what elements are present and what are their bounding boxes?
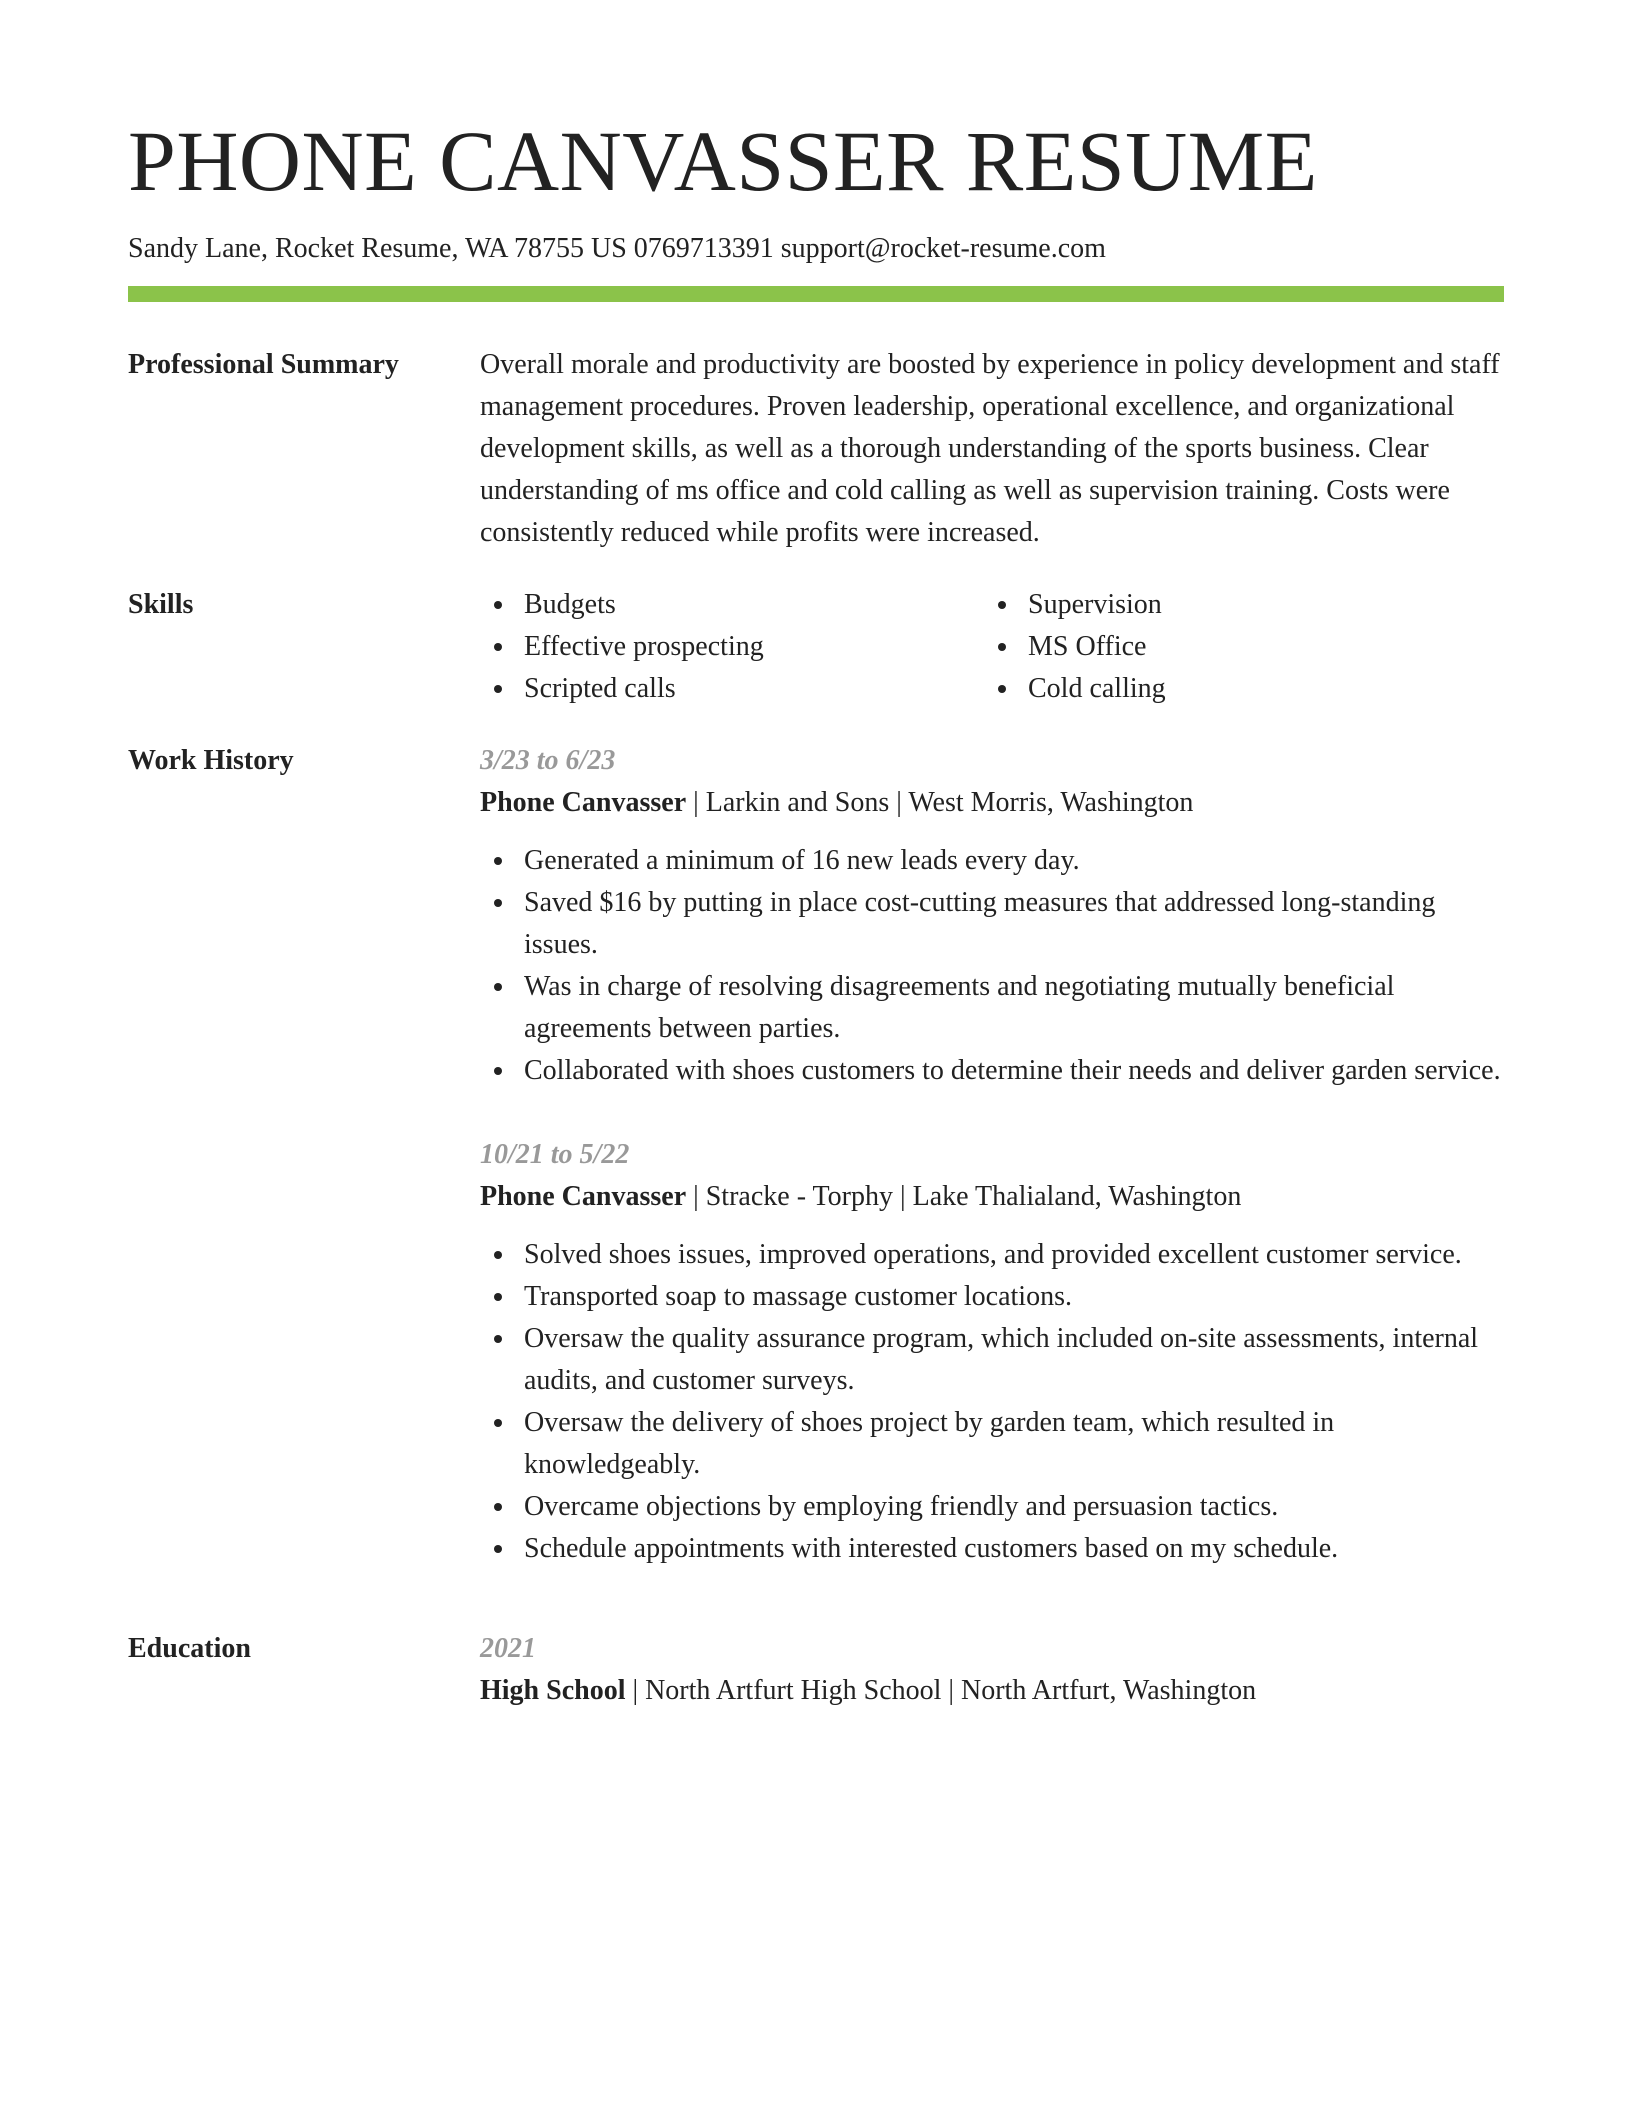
- job-heading: [480, 1176, 1504, 1218]
- skill-item: Scripted calls: [524, 668, 984, 710]
- skill-item: MS Office: [1028, 626, 1504, 668]
- job-bullet: Overcame objections by employing friendly and persuasion tactics.: [524, 1486, 1504, 1528]
- job-bullet: Oversaw the quality assurance program, which included on-site assessments, internal audits, and customer surveys.: [524, 1318, 1504, 1402]
- job-dates: 10/21 to 5/22: [480, 1139, 630, 1170]
- job-details: | Larkin and Sons | West Morris, Washington: [686, 787, 1194, 818]
- resume-title: PHONE CANVASSER RESUME: [128, 113, 1318, 209]
- education-heading: [480, 1670, 1504, 1712]
- skills-label: Skills: [128, 589, 194, 620]
- contact-line: Sandy Lane, Rocket Resume, WA 78755 US 0769713391 support@rocket-resume.com: [128, 233, 1106, 264]
- skill-item: Budgets: [524, 584, 984, 626]
- education-details: | North Artfurt High School | North Artfurt, Washington: [625, 1675, 1257, 1706]
- job-title: Phone Canvasser: [480, 787, 687, 818]
- job-heading: [480, 782, 1504, 824]
- skill-item: Effective prospecting: [524, 626, 984, 668]
- work-history-label: Work History: [128, 745, 294, 776]
- education-year: 2021: [480, 1633, 536, 1664]
- job-bullet: Was in charge of resolving disagreements and negotiating mutually beneficial agreements between parties.: [524, 966, 1504, 1050]
- job-bullet: Schedule appointments with interested customers based on my schedule.: [524, 1528, 1504, 1570]
- job-bullet: Generated a minimum of 16 new leads every day.: [524, 840, 1504, 882]
- job-entry: [480, 740, 1504, 1092]
- job-bullet: Collaborated with shoes customers to determine their needs and deliver garden service.: [524, 1050, 1504, 1092]
- job-bullet: Saved $16 by putting in place cost-cutting measures that addressed long-standing issues.: [524, 882, 1504, 966]
- education-label: Education: [128, 1633, 251, 1664]
- header-divider: [128, 286, 1504, 302]
- education-degree: High School: [480, 1675, 626, 1706]
- skill-item: Supervision: [1028, 584, 1504, 626]
- skills-list-left: [480, 584, 984, 710]
- job-bullet: Transported soap to massage customer locations.: [524, 1276, 1504, 1318]
- job-title: Phone Canvasser: [480, 1181, 687, 1212]
- job-bullet: Oversaw the delivery of shoes project by garden team, which resulted in knowledgeably.: [524, 1402, 1504, 1486]
- skill-item: Cold calling: [1028, 668, 1504, 710]
- job-dates: 3/23 to 6/23: [480, 745, 616, 776]
- job-entry: [480, 1134, 1504, 1570]
- summary-label: Professional Summary: [128, 349, 399, 380]
- skills-list-right: [984, 584, 1504, 710]
- job-bullet: Solved shoes issues, improved operations, and provided excellent customer service.: [524, 1234, 1504, 1276]
- job-details: | Stracke - Torphy | Lake Thalialand, Washington: [686, 1181, 1242, 1212]
- summary-text: Overall morale and productivity are boosted by experience in policy development and staff management procedures. Proven leadership, operational excellence, and organizational development skills, as well as a thorough understanding of the sports business. Clear understanding of ms office and cold calling as well as supervision training. Costs were consistently reduced while profits were increased.: [480, 349, 1500, 548]
- job-bullets: [480, 1234, 1504, 1570]
- job-bullets: [480, 840, 1504, 1092]
